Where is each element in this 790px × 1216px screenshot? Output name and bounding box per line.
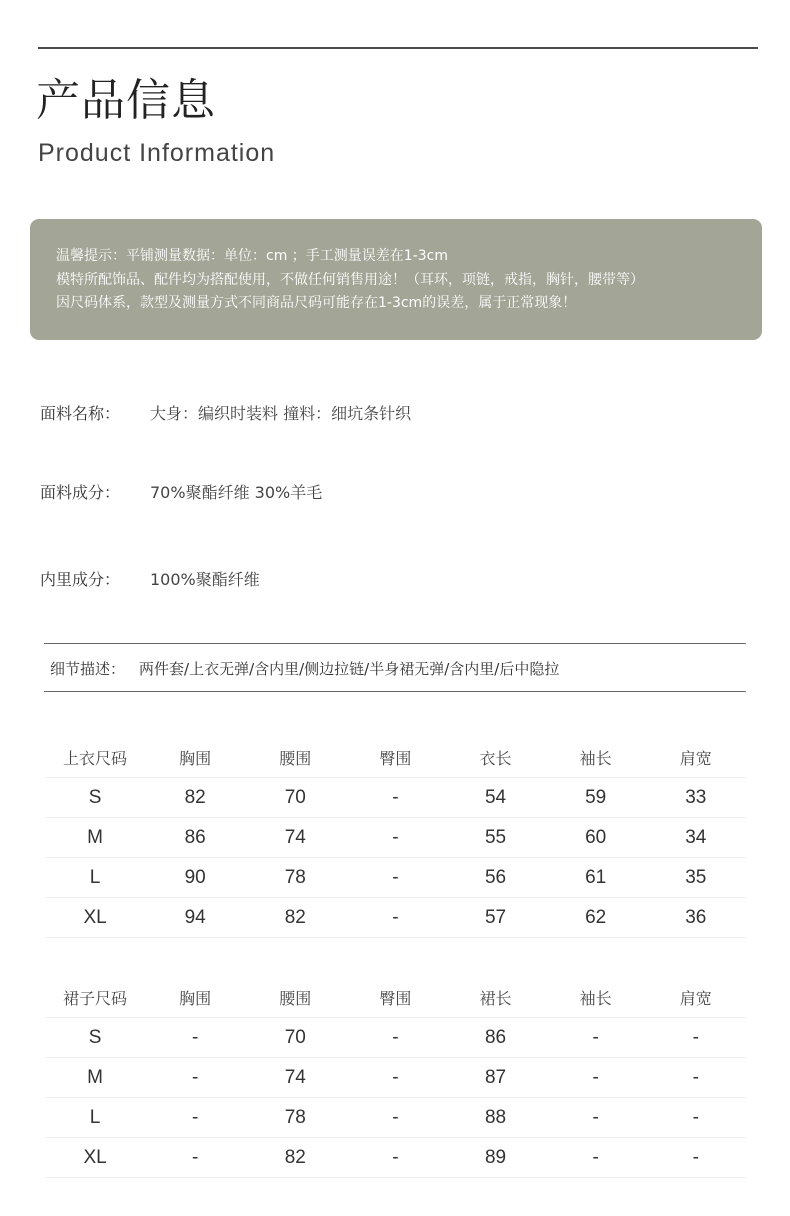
table-cell: 82 <box>184 786 206 808</box>
table-cell: - <box>392 906 399 928</box>
column-header: 袖长 <box>579 989 612 1008</box>
table-cell: S <box>88 1026 102 1048</box>
table-cell: - <box>692 1146 699 1168</box>
table-cell: - <box>392 1066 399 1088</box>
table-cell: 62 <box>585 906 607 928</box>
top-size-table <box>45 738 746 938</box>
lining-composition-row <box>40 565 260 591</box>
table-cell: - <box>392 826 399 848</box>
table-header-row <box>45 738 746 778</box>
table-row <box>45 858 746 898</box>
table-header-row <box>45 978 746 1018</box>
table-cell: M <box>87 826 103 848</box>
table-cell: 86 <box>484 1026 507 1048</box>
table-cell: 82 <box>284 906 306 928</box>
page-subtitle: Product Information <box>38 139 276 167</box>
table-cell: - <box>392 1146 399 1168</box>
notice-line: 模特所配饰品、配件均为搭配使用，不做任何销售用途！（耳环，项链，戒指，胸针，腰带等） <box>56 271 644 288</box>
table-cell: 74 <box>284 826 306 848</box>
column-header: 胸围 <box>179 989 212 1008</box>
table-cell: 57 <box>484 906 507 928</box>
column-header: 腰围 <box>279 749 312 768</box>
lining-composition-value: 100%聚酯纤维 <box>150 569 260 589</box>
table-cell: 78 <box>284 1106 306 1128</box>
column-header: 裙子尺码 <box>63 989 128 1008</box>
table-row <box>45 1098 746 1138</box>
table-cell: M <box>87 1066 103 1088</box>
table-row <box>45 818 746 858</box>
table-cell: - <box>192 1066 199 1088</box>
lining-composition-label: 内里成分： <box>40 569 121 589</box>
table-cell: 74 <box>284 1066 306 1088</box>
skirt-size-table <box>45 978 746 1178</box>
column-header: 肩宽 <box>679 989 712 1008</box>
table-cell: 34 <box>685 826 707 848</box>
table-cell: 88 <box>484 1106 507 1128</box>
table-cell: - <box>592 1106 599 1128</box>
table-row <box>45 1018 746 1058</box>
table-cell: - <box>192 1146 199 1168</box>
table-cell: - <box>192 1026 199 1048</box>
fabric-composition-row <box>40 478 322 504</box>
table-cell: 54 <box>484 786 507 808</box>
notice-line: 温馨提示：平铺测量数据：单位：cm ；手工测量误差在1-3cm <box>56 248 448 264</box>
table-cell: 70 <box>284 1026 306 1048</box>
table-cell: L <box>89 1106 101 1128</box>
table-cell: S <box>88 786 102 808</box>
table-cell: - <box>192 1106 199 1128</box>
table-cell: - <box>392 786 399 808</box>
notice-line: 因尺码体系，款型及测量方式不同商品尺码可能存在1-3cm的误差，属于正常现象！ <box>56 295 577 311</box>
table-cell: 55 <box>484 826 507 848</box>
table-row <box>45 898 746 938</box>
table-cell: 59 <box>585 786 607 808</box>
table-cell: - <box>692 1026 699 1048</box>
fabric-name-label: 面料名称： <box>40 403 121 423</box>
column-header: 肩宽 <box>679 749 712 768</box>
table-cell: 86 <box>184 826 206 848</box>
table-cell: 70 <box>284 786 306 808</box>
table-cell: XL <box>83 906 107 928</box>
table-cell: 35 <box>685 866 707 888</box>
table-cell: 89 <box>484 1146 507 1168</box>
column-header: 衣长 <box>479 749 512 768</box>
table-cell: - <box>692 1106 699 1128</box>
top-divider <box>38 47 758 49</box>
table-cell: - <box>392 866 399 888</box>
column-header: 胸围 <box>179 749 212 768</box>
fabric-name-row <box>40 399 411 425</box>
table-cell: 87 <box>484 1066 507 1088</box>
notice-box <box>30 219 762 340</box>
column-header: 臀围 <box>379 749 412 768</box>
table-row <box>45 1058 746 1098</box>
table-cell: - <box>692 1066 699 1088</box>
details-label: 细节描述： <box>50 659 126 678</box>
table-cell: - <box>592 1026 599 1048</box>
fabric-composition-label: 面料成分： <box>40 482 121 502</box>
column-header: 袖长 <box>579 749 612 768</box>
fabric-name-value: 大身：编织时装料 撞料：细坑条针织 <box>150 403 412 423</box>
table-cell: L <box>89 866 101 888</box>
table-cell: - <box>392 1026 399 1048</box>
details-value: 两件套/上衣无弹/含内里/侧边拉链/半身裙无弹/含内里/后中隐拉 <box>139 659 560 678</box>
column-header: 臀围 <box>379 989 412 1008</box>
table-cell: 61 <box>585 866 607 888</box>
table-row <box>45 1138 746 1178</box>
table-cell: 56 <box>484 866 507 888</box>
table-cell: 78 <box>284 866 306 888</box>
table-cell: 94 <box>184 906 206 928</box>
table-cell: 33 <box>685 786 707 808</box>
table-cell: 82 <box>284 1146 306 1168</box>
details-row <box>50 655 559 681</box>
table-cell: 60 <box>585 826 607 848</box>
fabric-composition-value: 70%聚酯纤维 30%羊毛 <box>150 482 323 502</box>
table-cell: - <box>392 1106 399 1128</box>
table-row <box>45 778 746 818</box>
column-header: 腰围 <box>279 989 312 1008</box>
table-cell: - <box>592 1146 599 1168</box>
table-cell: - <box>592 1066 599 1088</box>
table-cell: XL <box>83 1146 107 1168</box>
table-cell: 36 <box>685 906 707 928</box>
page-title: 产品信息 <box>36 75 216 126</box>
column-header: 上衣尺码 <box>63 749 128 768</box>
table-cell: 90 <box>184 866 206 888</box>
detail-bottom-divider <box>44 691 746 692</box>
detail-top-divider <box>44 643 746 644</box>
column-header: 裙长 <box>479 989 512 1008</box>
